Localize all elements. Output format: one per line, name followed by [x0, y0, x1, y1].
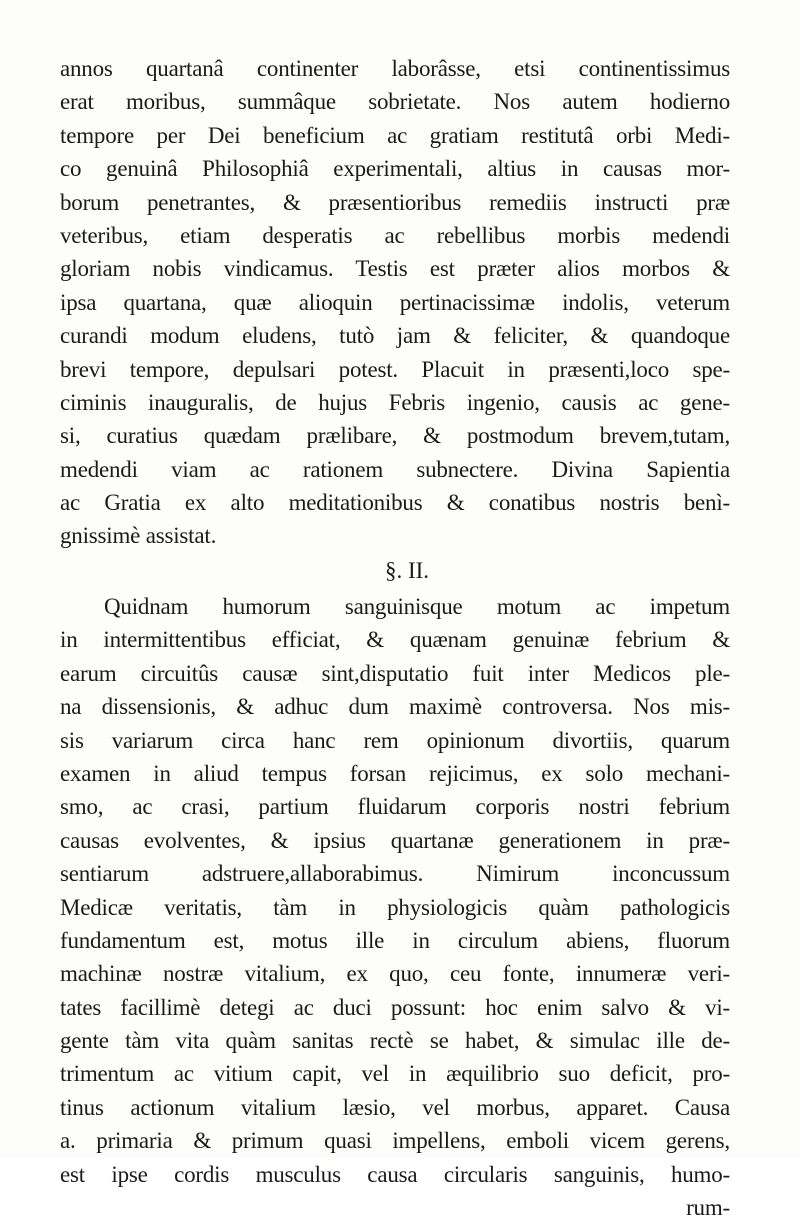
text-line: gnissimè assistat.: [60, 523, 217, 549]
text-line: curandi modum eludens, tutò jam & feliciter, & quandoque: [60, 323, 730, 349]
text-line: sentiarum adstruere,allaborabimus. Nimirum inconcussum: [60, 861, 730, 887]
text-line: tempore per Dei beneficium ac gratiam restitutâ orbi Medi-: [60, 122, 730, 148]
text-line: trimentum ac vitium capit, vel in æquilibrio suo deficit, pro-: [60, 1061, 730, 1087]
text-line: tates facillimè detegi ac duci possunt: hoc enim salvo & vi-: [60, 994, 730, 1020]
catchword: rum-: [686, 1195, 730, 1221]
text-line: in intermittentibus efficiat, & quænam genuinæ febrium &: [60, 627, 730, 653]
text-line: ac Gratia ex alto meditationibus & conatibus nostris benì-: [60, 490, 730, 516]
text-line: na dissensionis, & adhuc dum maximè controversa. Nos mis-: [60, 694, 730, 720]
text-line: gloriam nobis vindicamus. Testis est præter alios morbos &: [60, 256, 730, 282]
text-line: gente tàm vita quàm sanitas rectè se habet, & simulac ille de-: [60, 1028, 730, 1054]
text-line: brevi tempore, depulsari potest. Placuit in præsenti,loco spe-: [60, 356, 730, 382]
text-line: ciminis inauguralis, de hujus Febris ingenio, causis ac gene-: [60, 389, 730, 415]
paragraph-2: [60, 590, 730, 1224]
text-line: medendi viam ac rationem subnectere. Divina Sapientia: [60, 456, 730, 482]
text-line: erat moribus, summâque sobrietate. Nos autem hodierno: [60, 89, 730, 115]
text-line: Medicæ veritatis, tàm in physiologicis quàm pathologicis: [60, 894, 730, 920]
text-line: Quidnam humorum sanguinisque motum ac impetum: [104, 594, 730, 619]
text-line: examen in aliud tempus forsan rejicimus, ex solo mechani-: [60, 760, 730, 786]
text-line: smo, ac crasi, partium fluidarum corporis nostri febrium: [60, 794, 730, 820]
text-line: veteribus, etiam desperatis ac rebellibus morbis medendi: [60, 222, 730, 248]
paragraph-1: [60, 52, 730, 553]
text-line: causas evolventes, & ipsius quartanæ generationem in præ-: [60, 827, 730, 853]
text-line: earum circuitûs causæ sint,disputatio fuit inter Medicos ple-: [60, 660, 730, 686]
text-line: annos quartanâ continenter laborâsse, etsi continentissimus: [60, 56, 730, 81]
text-line: tinus actionum vitalium læsio, vel morbus, apparet. Causa: [60, 1094, 730, 1120]
text-line: ipsa quartana, quæ alioquin pertinacissimæ indolis, veterum: [60, 289, 730, 315]
section-heading: §. II.: [384, 558, 430, 583]
text-line: a. primaria & primum quasi impellens, emboli vicem gerens,: [60, 1128, 730, 1154]
text-line: fundamentum est, motus ille in circulum abiens, fluorum: [60, 927, 730, 953]
section-heading-block: [60, 554, 730, 587]
text-line: borum penetrantes, & præsentioribus remediis instructi præ: [60, 189, 730, 215]
text-line: sis variarum circa hanc rem opinionum divortiis, quarum: [60, 727, 730, 753]
text-line: co genuinâ Philosophiâ experimentali, altius in causas mor-: [60, 156, 730, 182]
text-line: est ipse cordis musculus causa circularis sanguinis, humo-: [60, 1161, 730, 1187]
text-line: si, curatius quædam prælibare, & postmodum brevem,tutam,: [60, 423, 730, 449]
text-line: machinæ nostræ vitalium, ex quo, ceu fonte, innumeræ veri-: [60, 961, 730, 987]
